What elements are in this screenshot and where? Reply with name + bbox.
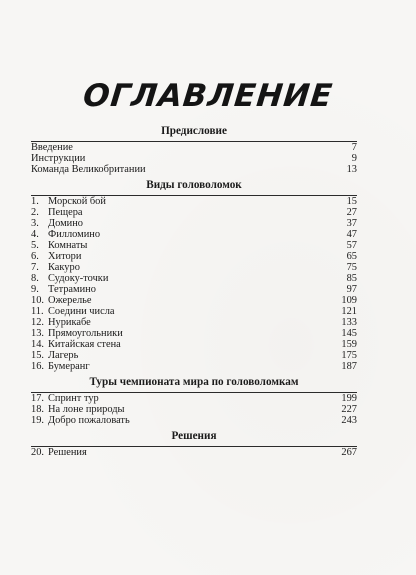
toc-entry[interactable] [31,164,357,175]
entry-label: Ожерелье [48,295,92,306]
toc-entry[interactable] [31,328,357,339]
entry-page-number: 65 [346,251,357,262]
entry-label: Китайская стена [48,339,121,350]
entry-page-number: 175 [341,350,357,361]
toc-entry[interactable] [31,153,357,164]
entry-number: 5. [31,240,39,251]
toc-section [31,124,357,175]
entry-label: Соедини числа [48,306,115,317]
entry-number: 20. [31,447,44,458]
toc-entry[interactable] [31,393,357,404]
toc-entry[interactable] [31,295,357,306]
entry-page-number: 199 [341,393,357,404]
entry-label: Лагерь [48,350,79,361]
entry-page-number: 85 [346,273,357,284]
toc-entry[interactable] [31,262,357,273]
entry-page-number: 243 [341,415,357,426]
entry-label: Какуро [48,262,80,273]
toc-section [31,178,357,372]
entry-page-number: 159 [341,339,357,350]
section-entries [31,393,357,426]
entry-label: Тетрамино [48,284,96,295]
section-entries [31,142,357,175]
entry-number: 7. [31,262,39,273]
toc-entry[interactable] [31,196,357,207]
entry-number: 4. [31,229,39,240]
entry-label: Добро пожаловать [48,415,130,426]
entry-label: Решения [48,447,87,458]
entry-number: 2. [31,207,39,218]
section-heading: Предисловие [161,125,227,137]
toc-entry[interactable] [31,218,357,229]
toc-entry[interactable] [31,306,357,317]
toc-entry[interactable] [31,361,357,372]
toc-entry[interactable] [31,317,357,328]
section-heading: Решения [171,430,217,442]
section-heading: Туры чемпионата мира по головоломкам [89,376,299,388]
toc-entry[interactable] [31,404,357,415]
entry-number: 3. [31,218,39,229]
toc-entry[interactable] [31,447,357,458]
entry-number: 17. [31,393,44,404]
page-title: ОГЛАВЛЕНИЕ [81,78,335,114]
entry-label: Домино [48,218,83,229]
entry-number: 14. [31,339,44,350]
entry-page-number: 75 [346,262,357,273]
toc-entry[interactable] [31,251,357,262]
toc-entry[interactable] [31,273,357,284]
entry-number: 11. [31,306,44,317]
entry-number: 13. [31,328,44,339]
entry-label: Прямоугольники [48,328,123,339]
entry-number: 1. [31,196,39,207]
entry-label: Пещера [48,207,83,218]
toc-entry[interactable] [31,284,357,295]
toc-entry[interactable] [31,229,357,240]
entry-number: 19. [31,415,44,426]
table-of-contents [31,124,357,458]
entry-label: Команда Великобритании [31,164,146,175]
entry-page-number: 47 [346,229,357,240]
section-entries [31,447,357,458]
entry-number: 16. [31,361,44,372]
entry-label: Инструкции [31,153,86,164]
entry-label: Хитори [48,251,82,262]
toc-entry[interactable] [31,415,357,426]
entry-label: Морской бой [48,196,106,207]
section-entries [31,196,357,372]
entry-number: 10. [31,295,44,306]
entry-page-number: 145 [341,328,357,339]
entry-page-number: 121 [341,306,357,317]
entry-label: Нурикабе [48,317,91,328]
entry-page-number: 7 [351,142,357,153]
entry-page-number: 27 [346,207,357,218]
entry-label: Судоку-точки [48,273,109,284]
entry-page-number: 13 [346,164,357,175]
entry-page-number: 133 [341,317,357,328]
entry-label: Бумеранг [48,361,90,372]
entry-number: 6. [31,251,39,262]
entry-page-number: 227 [341,404,357,415]
entry-number: 12. [31,317,44,328]
entry-page-number: 37 [346,218,357,229]
entry-page-number: 9 [351,153,357,164]
entry-label: Спринт тур [48,393,99,404]
section-heading: Виды головоломок [146,179,242,191]
entry-label: На лоне природы [48,404,125,415]
toc-section [31,429,357,458]
entry-number: 15. [31,350,44,361]
entry-label: Филломино [48,229,101,240]
entry-label: Комнаты [48,240,88,251]
entry-page-number: 15 [346,196,357,207]
entry-label: Введение [31,142,73,153]
toc-entry[interactable] [31,142,357,153]
entry-page-number: 109 [341,295,357,306]
toc-section [31,375,357,426]
entry-page-number: 267 [341,447,357,458]
toc-entry[interactable] [31,339,357,350]
entry-number: 9. [31,284,39,295]
entry-number: 18. [31,404,44,415]
toc-entry[interactable] [31,207,357,218]
entry-page-number: 187 [341,361,357,372]
toc-entry[interactable] [31,350,357,361]
entry-number: 8. [31,273,39,284]
entry-page-number: 97 [346,284,357,295]
toc-entry[interactable] [31,240,357,251]
entry-page-number: 57 [346,240,357,251]
